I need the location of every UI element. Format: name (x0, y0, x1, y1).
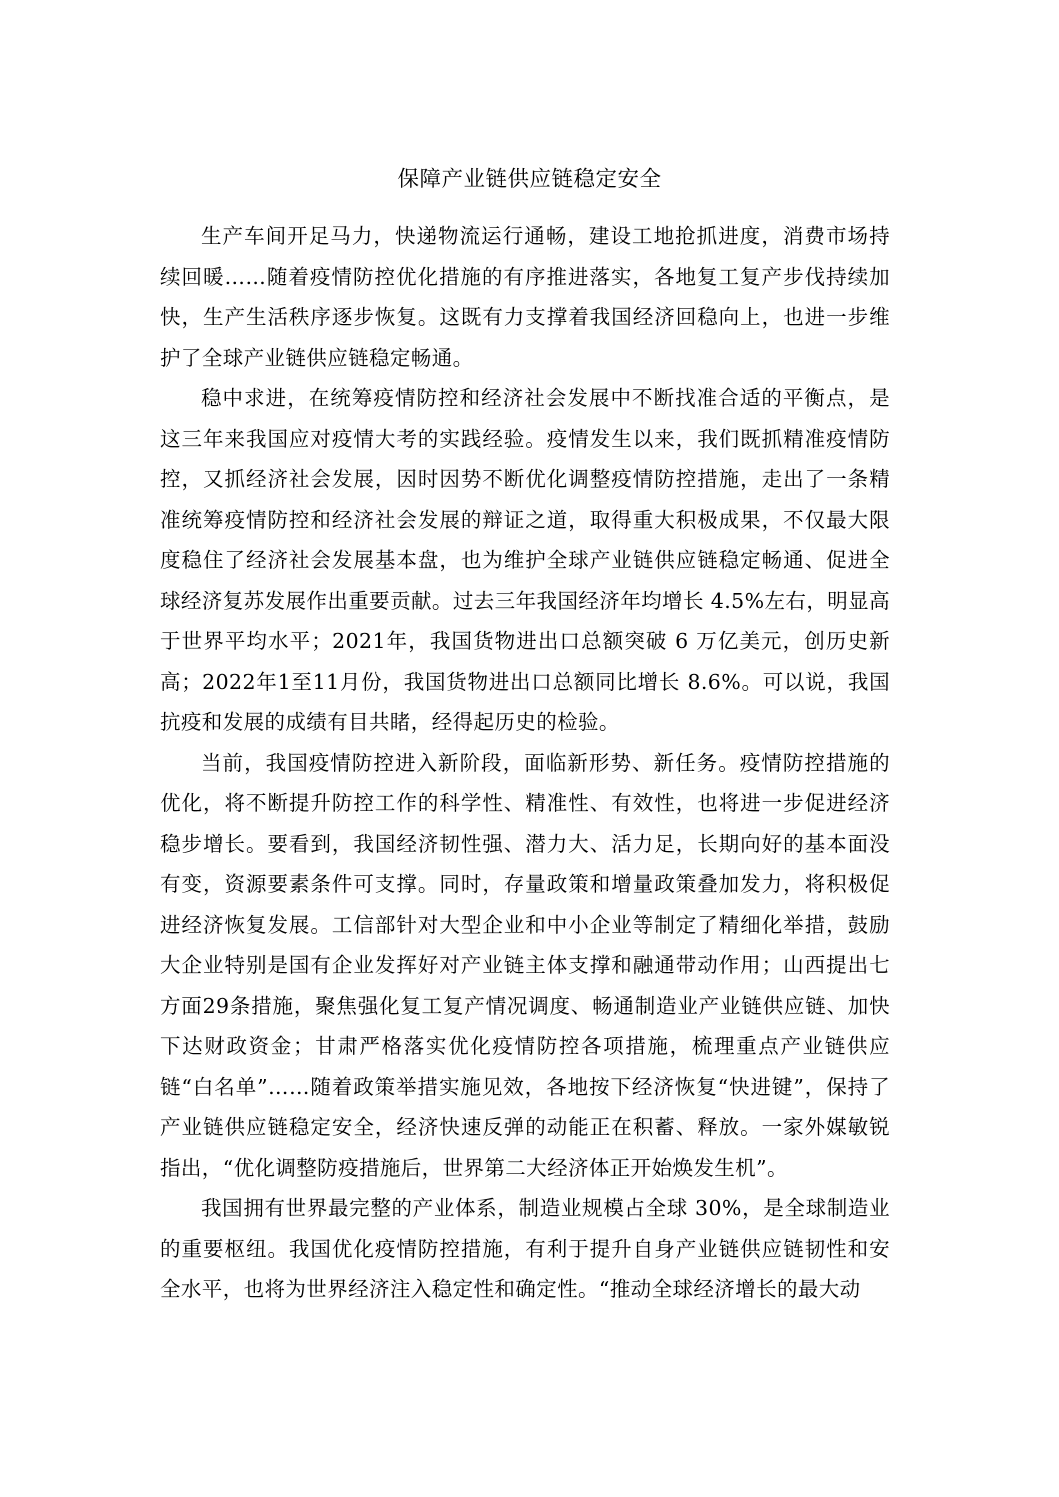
document-title: 保障产业链供应链稳定安全 (397, 167, 662, 192)
paragraph-4: 我国拥有世界最完整的产业体系，制造业规模占全球 30%，是全球制造业的重要枢纽。我国优化疫情防控措施，有利于提升自身产业链供应链韧性和安全水平，也将为世界经济注入稳定性和确定性。“推动全球经济增长的最大动 (160, 1196, 890, 1301)
paragraph-2: 稳中求进，在统筹疫情防控和经济社会发展中不断找准合适的平衡点，是这三年来我国应对疫情大考的实践经验。疫情发生以来，我们既抓精准疫情防控，又抓经济社会发展，因时因势不断优化调整疫情防控措施，走出了一条精准统筹疫情防控和经济社会发展的辩证之道，取得重大积极成果，不仅最大限度稳住了经济社会发展基本盘，也为维护全球产业链供应链稳定畅通、促进全球经济复苏发展作出重要贡献。过去三年我国经济年均增长 4.5%左右，明显高于世界平均水平；2021年，我国货物进出口总额突破 6 万亿美元，创历史新高；2022年1至11月份，我国货物进出口总额同比增长 8.6%。可以说，我国抗疫和发展的成绩有目共睹，经得起历史的检验。 (160, 386, 890, 734)
document-body (160, 216, 890, 1310)
paragraph-1: 生产车间开足马力，快递物流运行通畅，建设工地抢抓进度，消费市场持续回暖……随着疫情防控优化措施的有序推进落实，各地复工复产步伐持续加快，生产生活秩序逐步恢复。这既有力支撑着我国经济回稳向上，也进一步维护了全球产业链供应链稳定畅通。 (160, 224, 890, 370)
paragraph-3: 当前，我国疫情防控进入新阶段，面临新形势、新任务。疫情防控措施的优化，将不断提升防控工作的科学性、精准性、有效性，也将进一步促进经济稳步增长。要看到，我国经济韧性强、潜力大、活力足，长期向好的基本面没有变，资源要素条件可支撑。同时，存量政策和增量政策叠加发力，将积极促进经济恢复发展。工信部针对大型企业和中小企业等制定了精细化举措，鼓励大企业特别是国有企业发挥好对产业链主体支撑和融通带动作用；山西提出七方面29条措施，聚焦强化复工复产情况调度、畅通制造业产业链供应链、加快下达财政资金；甘肃严格落实优化疫情防控各项措施，梳理重点产业链供应链“白名单”……随着政策举措实施见效，各地按下经济恢复“快进键”，保持了产业链供应链稳定安全，经济快速反弹的动能正在积蓄、释放。一家外媒敏锐指出，“优化调整防疫措施后，世界第二大经济体正开始焕发生机”。 (160, 750, 890, 1180)
